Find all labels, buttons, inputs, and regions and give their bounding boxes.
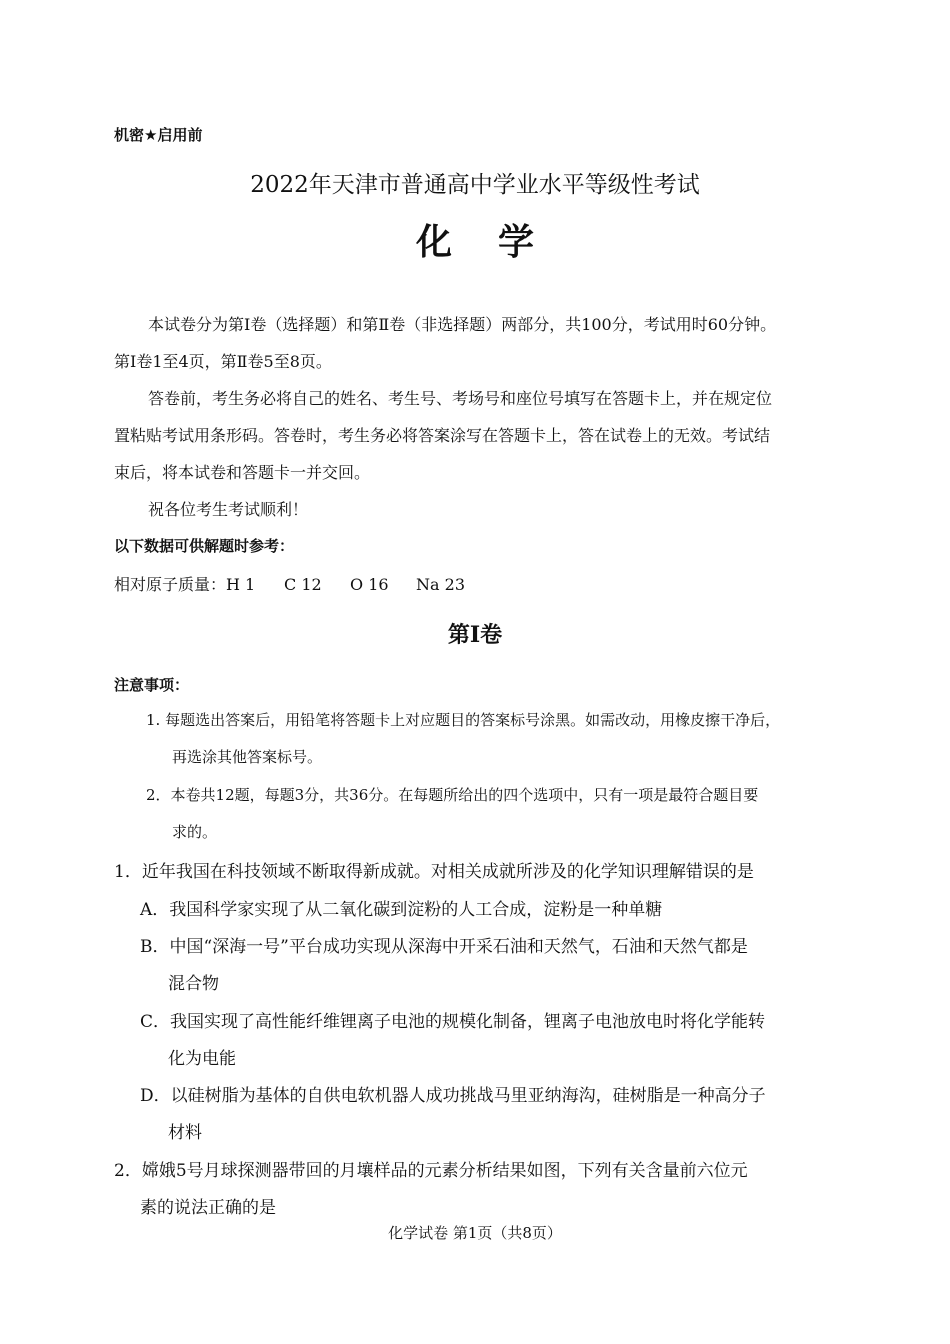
volume-title: 第Ⅰ卷 — [447, 622, 503, 648]
note-1-line-1: 1. 每题选出答案后，用铅笔将答题卡上对应题目的答案标号涂黑。如需改动，用橡皮擦干净后， — [146, 711, 781, 729]
intro-line-4: 置粘贴考试用条形码。答卷时，考生务必将答案涂写在答题卡上，答在试卷上的无效。考试结 — [114, 426, 771, 445]
atomic-mass-item: H 1 — [226, 575, 256, 594]
intro-line-6: 祝各位考生考试顺利！ — [148, 500, 309, 519]
note-2-line-1: 2．本卷共12题，每题3分，共36分。在每题所给出的四个选项中，只有一项是最符合题目要 — [146, 786, 759, 804]
intro-line-5: 束后，将本试卷和答题卡一并交回。 — [114, 463, 371, 482]
intro-line-3: 答卷前，考生务必将自己的姓名、考生号、考场号和座位号填写在答题卡上，并在规定位 — [148, 389, 773, 408]
note-1-line-2: 再选涂其他答案标号。 — [172, 748, 323, 766]
question-1-option-d-cont: 材料 — [168, 1123, 202, 1143]
intro-line-2: 第Ⅰ卷1至4页，第Ⅱ卷5至8页。 — [114, 352, 332, 371]
subject-title: 化学 — [415, 221, 580, 263]
note-2-line-2: 求的。 — [172, 823, 218, 841]
question-1-option-b: B．中国“深海一号”平台成功实现从深海中开采石油和天然气，石油和天然气都是 — [140, 937, 748, 957]
atomic-mass-item: O 16 — [350, 575, 389, 594]
page-footer: 化学试卷 第1页（共8页） — [388, 1224, 562, 1242]
question-1-stem: 1．近年我国在科技领域不断取得新成就。对相关成就所涉及的化学知识理解错误的是 — [114, 862, 754, 882]
atomic-mass-item: Na 23 — [416, 575, 465, 594]
intro-line-1: 本试卷分为第Ⅰ卷（选择题）和第Ⅱ卷（非选择题）两部分，共100分，考试用时60分钟。 — [148, 315, 777, 334]
question-1-option-b-cont: 混合物 — [168, 974, 219, 994]
question-1-option-a: A．我国科学家实现了从二氧化碳到淀粉的人工合成，淀粉是一种单糖 — [140, 900, 663, 920]
atomic-mass-label: 相对原子质量： — [114, 575, 227, 594]
question-2-stem-cont: 素的说法正确的是 — [140, 1198, 276, 1218]
question-1-option-c-cont: 化为电能 — [168, 1049, 236, 1069]
reference-heading: 以下数据可供解题时参考： — [114, 537, 295, 555]
notes-heading: 注意事项： — [114, 676, 190, 694]
question-1-option-d: D．以硅树脂为基体的自供电软机器人成功挑战马里亚纳海沟，硅树脂是一种高分子 — [140, 1086, 766, 1106]
question-1-option-c: C．我国实现了高性能纤维锂离子电池的规模化制备，锂离子电池放电时将化学能转 — [140, 1012, 766, 1032]
atomic-mass-item: C 12 — [284, 575, 322, 594]
atomic-mass-line — [114, 572, 465, 595]
confidential-label: 机密★启用前 — [114, 126, 203, 144]
question-2-stem: 2．嫦娥5号月球探测器带回的月壤样品的元素分析结果如图，下列有关含量前六位元 — [114, 1161, 748, 1181]
exam-title: 2022年天津市普通高中学业水平等级性考试 — [250, 172, 700, 198]
